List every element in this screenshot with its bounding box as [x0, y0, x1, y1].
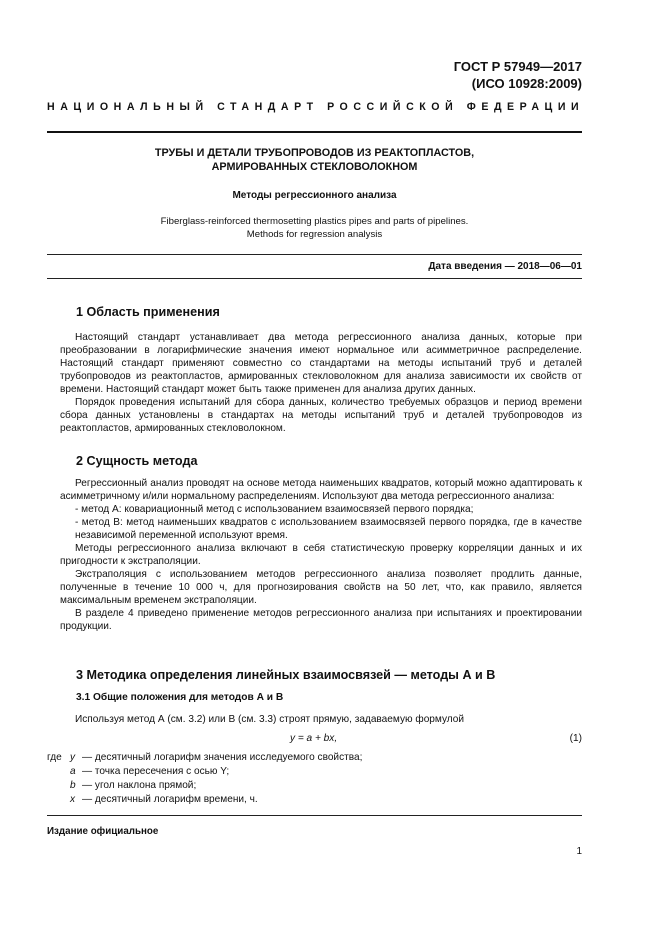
definition-symbol: x: [70, 794, 76, 805]
page-number: 1: [576, 846, 582, 857]
national-standard-title: НАЦИОНАЛЬНЫЙ СТАНДАРТ РОССИЙСКОЙ ФЕДЕРАЦИИ: [47, 101, 585, 113]
date-divider: [47, 278, 582, 279]
where-label: где: [47, 752, 62, 763]
variable-definitions: [47, 751, 362, 807]
document-title: [47, 146, 582, 174]
method-a-item: - метод А: ковариационный метод с использованием взаимосвязей первого порядка;: [75, 504, 474, 515]
iso-code: (ИСО 10928:2009): [471, 76, 582, 91]
footer-divider: [47, 815, 582, 816]
document-subtitle: Методы регрессионного анализа: [232, 190, 397, 201]
formula-number: (1): [569, 733, 582, 744]
definition-text: — десятичный логарифм значения исследуемого свойства;: [82, 752, 363, 763]
english-title: [47, 215, 582, 241]
section-1-heading: 1 Область применения: [76, 305, 220, 319]
section-3-body: [60, 713, 582, 726]
standard-designation: [454, 58, 582, 92]
formula-expression: y = a + bx,: [290, 733, 338, 744]
introduction-date: Дата введения — 2018—06—01: [428, 261, 582, 272]
english-title-line-2: Methods for regression analysis: [246, 229, 383, 240]
definition-symbol: b: [70, 780, 76, 791]
section-3-heading: 3 Методика определения линейных взаимосвязей — методы А и В: [76, 668, 496, 682]
section-1-paragraph-1: Настоящий стандарт устанавливает два метода регрессионного анализа данных, которые при преобразовании в логарифмические значения имеют нормальное или асимметричное распределение. Настоящий стандарт применяют совместно со стандартами на методы испытаний труб и деталей трубопроводов из реактопластов, армированных стекловолокном для анализа зависимости их свойств от времени. Настоящий стандарт может быть также применен для анализа других данных.: [60, 332, 582, 395]
definition-text: — угол наклона прямой;: [82, 780, 197, 791]
definition-row: [47, 779, 362, 793]
definition-text: — точка пересечения с осью Y;: [82, 766, 230, 777]
definition-text: — десятичный логарифм времени, ч.: [82, 794, 258, 805]
section-2-paragraph-3: Экстраполяция с использованием методов регрессионного анализа позволяет продлить данные, полученные в течение 10 000 ч, для прогнозирования свойств на 50 лет, что, как правило, является максимальным временем экстраполяции.: [60, 569, 582, 606]
section-2-heading: 2 Сущность метода: [76, 454, 198, 468]
method-b-item: - метод В: метод наименьших квадратов с использованием взаимосвязей первого порядка, где в качестве независимой переменной используют время.: [75, 517, 582, 541]
section-2-body: [60, 477, 582, 633]
definition-row: [47, 751, 362, 765]
definition-row: [47, 793, 362, 807]
section-2-paragraph-2: Методы регрессионного анализа включают в себя статистическую проверку корреляции данных и их пригодности к экстраполяции.: [60, 543, 582, 567]
title-divider: [47, 254, 582, 255]
standard-code: ГОСТ Р 57949—2017: [453, 59, 582, 74]
title-line-1: ТРУБЫ И ДЕТАЛИ ТРУБОПРОВОДОВ ИЗ РЕАКТОПЛАСТОВ,: [154, 147, 475, 159]
english-title-line-1: Fiberglass-reinforced thermosetting plastics pipes and parts of pipelines.: [160, 216, 469, 227]
definition-symbol: y: [70, 752, 76, 763]
official-edition-label: Издание официальное: [47, 826, 159, 837]
definition-row: [47, 765, 362, 779]
header-divider: [47, 131, 582, 133]
definition-symbol: a: [70, 766, 76, 777]
title-line-2: АРМИРОВАННЫХ СТЕКЛОВОЛОКНОМ: [211, 161, 418, 173]
section-1-paragraph-2: Порядок проведения испытаний для сбора данных, количество требуемых образцов и период времени сбора данных установлены в стандартах на методы испытаний труб и деталей трубопроводов из реактопластов, армированных стекловолокном.: [60, 397, 582, 434]
section-3-paragraph-1: Используя метод А (см. 3.2) или В (см. 3.3) строят прямую, задаваемую формулой: [75, 714, 465, 725]
section-2-paragraph-4: В разделе 4 приведено применение методов регрессионного анализа при испытаниях и проектировании продукции.: [60, 608, 582, 632]
section-2-paragraph-1: Регрессионный анализ проводят на основе метода наименьших квадратов, который можно адаптировать к асимметричному и/или нормальному распределениям. Используют два метода регрессионного анализа:: [60, 478, 582, 502]
section-1-body: [60, 331, 582, 435]
subsection-3-1-heading: 3.1 Общие положения для методов А и В: [76, 692, 284, 703]
